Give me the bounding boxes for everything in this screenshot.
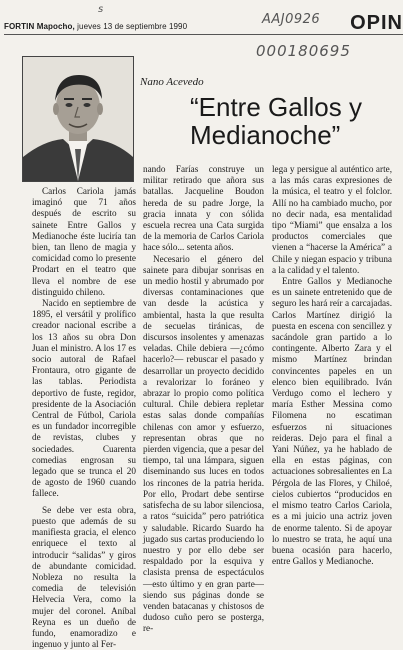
paragraph: Se debe ver esta obra, puesto que además de su manifiesta gracia, el elenco enriquece el texto al introducir “salidas” y giros de abundante comicidad. Nobleza no resulta la comedia de televisión Helvecia Vera, como la mujer del coronel. Aníbal Reyna es un dueño de fundo, enamoradizo e ingenuo y junto al Fer- (32, 504, 136, 650)
paragraph: lega y persigue al auténtico arte, a las más caras expresiones de la música, el teatro y el folclor. Allí no ha cambiado mucho, por no decir nada, esa mentalidad tipo “Miami” que ensalza a los productos comerciales que vienen a “hacerse la América” a Chile y niegan espacio y tribuna a la calidad y el talento. (272, 164, 392, 275)
paragraph: Necesario el género del sainete para dibujar sonrisas en un medio hostil y abrumado por diversas contaminaciones que van desde la acústica y ambiental, hasta la que resulta de secuelas tiránicas, de discursos insolentes y amenazas veladas. Chile debiera —¿cómo hacerlo?— rebuscar el pasado y desarrollar un proyecto decidido a revalorizar lo foráneo y abrazar lo propio como política cultural. Chile debiera repletar estas salas donde compañías chilenas con amor y esfuerzo, representan obras que no pierden vigencia, que a pesar del tiempo, tal una lámpara, siguen diseminando sus luces en todos los rincones de la patria herida. Por ello, Prodart debe sentirse satisfecha de su labor silenciosa, a ratos “suicida” pero patriótica y saludable. Ricardo Suardo ha jugado sus cartas produciendo lo nuestro y por ello debe ser respaldado por la esquiva y clasista prensa de espectáculos —esto último y en gran parte— siendo sus páginas donde se venden batacanas y chistosos de dudoso cuño pero se posterga, re- (143, 253, 264, 634)
section-label: OPIN (350, 12, 403, 34)
headline: “Entre Gallos y Medianoche” (190, 92, 362, 150)
paragraph: nando Farías construye un militar retirado que añora sus batallas. Jacqueline Boudon hereda de su padre Jorge, la gracia innata y con sólida escuela recrea una Cata surgida de la memoria de Carlos Cariola hace sólo... setenta años. (143, 164, 264, 253)
portrait-image (23, 57, 133, 181)
newspaper-name: FORTIN Mapocho, (4, 22, 75, 31)
paragraph: Carlos Cariola jamás imaginó que 71 años después de escrito su sainete Entre Gallos y Medianoche éste luciría tan bien, tan lleno de magia y comicidad como lo presente Prodart en el teatro que lleva el nombre de ese distinguido chileno. (32, 186, 136, 297)
handwritten-archive-code: AAJ0926 (262, 12, 321, 27)
article-column-2 (143, 164, 264, 634)
paragraph: Nacido en septiembre de 1895, el versátil y prolífico creador nacional escribe a los 13 años su obra Don Juan el ministro. A los 17 es socio autoral de Rafael Frontaura, otro gigante de las tablas. Periodista deportivo de fuste, regidor, presidente de la Asociación Central de Fútbol, Cariola es un fundador incorregible de revistas, clubes y sociedades. Cuarenta comedias engrosan su legado que se trunca el 20 de agosto de 1960 cuando fallece. (32, 298, 136, 499)
publication-date: jueves 13 de septiembre 1990 (77, 22, 188, 31)
article-column-1 (32, 186, 136, 650)
handwritten-mark: s (98, 4, 104, 15)
author-photo (22, 56, 134, 182)
header-rule (4, 34, 403, 35)
article-column-3 (272, 164, 392, 600)
byline: Nano Acevedo (140, 76, 204, 88)
handwritten-document-number: 000180695 (256, 42, 351, 60)
masthead (4, 22, 187, 31)
paragraph: Entre Gallos y Medianoche es un sainete entretenido que de seguro les hará reír a carcajadas. Carlos Martínez dirigió la puesta en escena con sencillez y sacándole gran partido a lo contingente. Alberto Zara y el mismo Martínez brindan convincentes papeles en un elenco bien equilibrado. Iván Verdugo como el lechero y maría Esther Messina como Filomena no escatiman esfuerzos ni situaciones reideras. Dejo para el final a Yani Núñez, ya he hablado de ella en estas páginas, con actuaciones sobresalientes en La Pérgola de las Flores, y Chiloé, cielos cubiertos “producidos en el mismo teatro Carlos Cariola, es a mi juicio una actriz joven de enorme talento. Si de apoyar lo nuestro se trata, he aquí una buena ocasión para hacerlo, entre Gallos y Medianoche. (272, 276, 392, 567)
